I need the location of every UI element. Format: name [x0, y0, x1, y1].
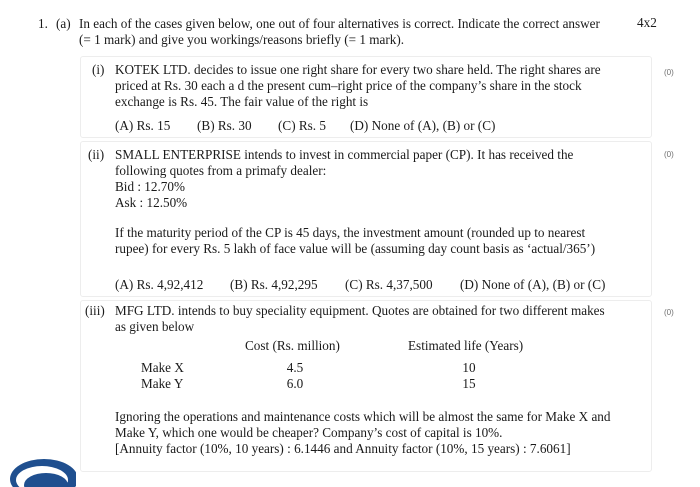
item-iii-line-1: MFG LTD. intends to buy speciality equipment. Quotes are obtained for two different makes: [115, 303, 605, 318]
partial-logo-icon: [6, 447, 76, 487]
item-ii-option-b[interactable]: (B) Rs. 4,92,295: [230, 277, 318, 292]
item-i-score-badge: (0): [664, 68, 674, 77]
question-part: (a): [56, 16, 71, 31]
item-ii-ask: Ask : 12.50%: [115, 195, 188, 210]
question-intro-line-1: In each of the cases given below, one out of four alternatives is correct. Indicate the correct answer: [79, 16, 600, 31]
table-row-cost: 6.0: [286, 376, 304, 391]
item-ii-option-a[interactable]: (A) Rs. 4,92,412: [115, 277, 204, 292]
item-ii-line-6: rupee) for every Rs. 5 lakh of face value will be (assuming day count basis as ‘actual/365’): [115, 241, 596, 256]
marks-label: 4x2: [637, 15, 657, 30]
table-row-name: Make Y: [141, 376, 184, 391]
item-iii-label: (iii): [85, 303, 105, 318]
item-iii-line-2: as given below: [115, 319, 195, 334]
item-ii-line-2: following quotes from a primafy dealer:: [115, 163, 327, 178]
item-ii-option-d[interactable]: (D) None of (A), (B) or (C): [460, 277, 606, 292]
item-ii-line-1: SMALL ENTERPRISE intends to invest in commercial paper (CP). It has received the: [115, 147, 574, 162]
item-i-line-3: exchange is Rs. 45. The fair value of the right is: [115, 94, 369, 109]
item-ii-bid: Bid : 12.70%: [115, 179, 185, 194]
item-i-option-c[interactable]: (C) Rs. 5: [278, 118, 326, 133]
table-row-life: 15: [462, 376, 476, 391]
table-row-name: Make X: [141, 360, 184, 375]
item-i-option-a[interactable]: (A) Rs. 15: [115, 118, 171, 133]
table-header-cost: Cost (Rs. million): [245, 338, 340, 353]
item-i-line-2: priced at Rs. 30 each a d the present cum–right price of the company’s share in the stock: [115, 78, 582, 93]
question-intro-line-2: (= 1 mark) and give you workings/reasons briefly (= 1 mark).: [79, 32, 405, 47]
item-ii-score-badge: (0): [664, 150, 674, 159]
item-ii-label: (ii): [88, 147, 105, 162]
item-iii-score-badge: (0): [664, 308, 674, 317]
table-header-life: Estimated life (Years): [408, 338, 524, 353]
item-ii-line-5: If the maturity period of the CP is 45 days, the investment amount (rounded up to nearest: [115, 225, 586, 240]
item-i-line-1: KOTEK LTD. decides to issue one right share for every two share held. The right shares are: [115, 62, 601, 77]
item-i-option-b[interactable]: (B) Rs. 30: [197, 118, 252, 133]
item-ii-option-c[interactable]: (C) Rs. 4,37,500: [345, 277, 433, 292]
item-i-label: (i): [92, 62, 105, 77]
question-number: 1.: [38, 16, 48, 31]
item-i-option-d[interactable]: (D) None of (A), (B) or (C): [350, 118, 496, 133]
table-row-cost: 4.5: [286, 360, 304, 375]
item-iii-line-5: [Annuity factor (10%, 10 years) : 6.1446 and Annuity factor (10%, 15 years) : 7.6061]: [115, 441, 571, 456]
item-iii-line-3: Ignoring the operations and maintenance costs which will be almost the same for Make X and: [115, 409, 611, 424]
item-iii-line-4: Make Y, which one would be cheaper? Company’s cost of capital is 10%.: [115, 425, 503, 440]
table-row-life: 10: [462, 360, 476, 375]
